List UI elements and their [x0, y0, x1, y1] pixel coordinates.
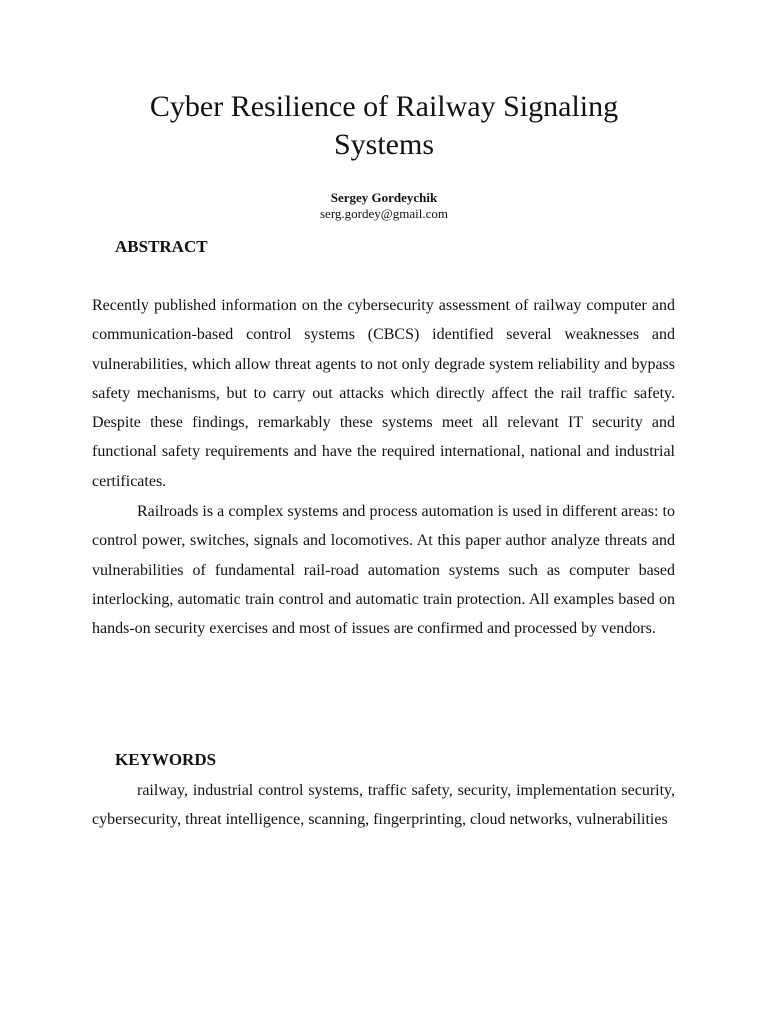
abstract-heading: ABSTRACT	[115, 237, 208, 256]
paper-title-line-1: Cyber Resilience of Railway Signaling	[149, 90, 619, 123]
keywords-heading: KEYWORDS	[115, 750, 217, 769]
author-email: serg.gordey@gmail.com	[320, 206, 448, 221]
abstract-paragraph-1: Recently published information on the cybersecurity assessment of railway computer and communication-based control systems (CBCS) identified several weaknesses and vulnerabilities, which allow threat agents to not only degrade system reliability and bypass safety mechanisms, but to carry out attacks which directly affect the rail traffic safety. Despite these findings, remarkably these systems meet all relevant IT security and functional safety requirements and have the required international, national and industrial certificates.	[92, 297, 675, 490]
paper-title-line-2: Systems	[333, 128, 435, 161]
paper-title	[60, 88, 708, 164]
author-name: Sergey Gordeychik	[330, 190, 438, 205]
abstract-paragraph-2: Railroads is a complex systems and process automation is used in different areas: to control power, switches, signals and locomotives. At this paper author analyze threats and vulnerabilities of fundamental rail-road automation systems such as computer based interlocking, automatic train control and automatic train protection. All examples based on hands-on security exercises and most of issues are confirmed and processed by vendors.	[92, 503, 675, 638]
keywords-list: railway, industrial control systems, traffic safety, security, implementation security, cybersecurity, threat intelligence, scanning, fingerprinting, cloud networks, vulnerabilities	[92, 782, 675, 829]
